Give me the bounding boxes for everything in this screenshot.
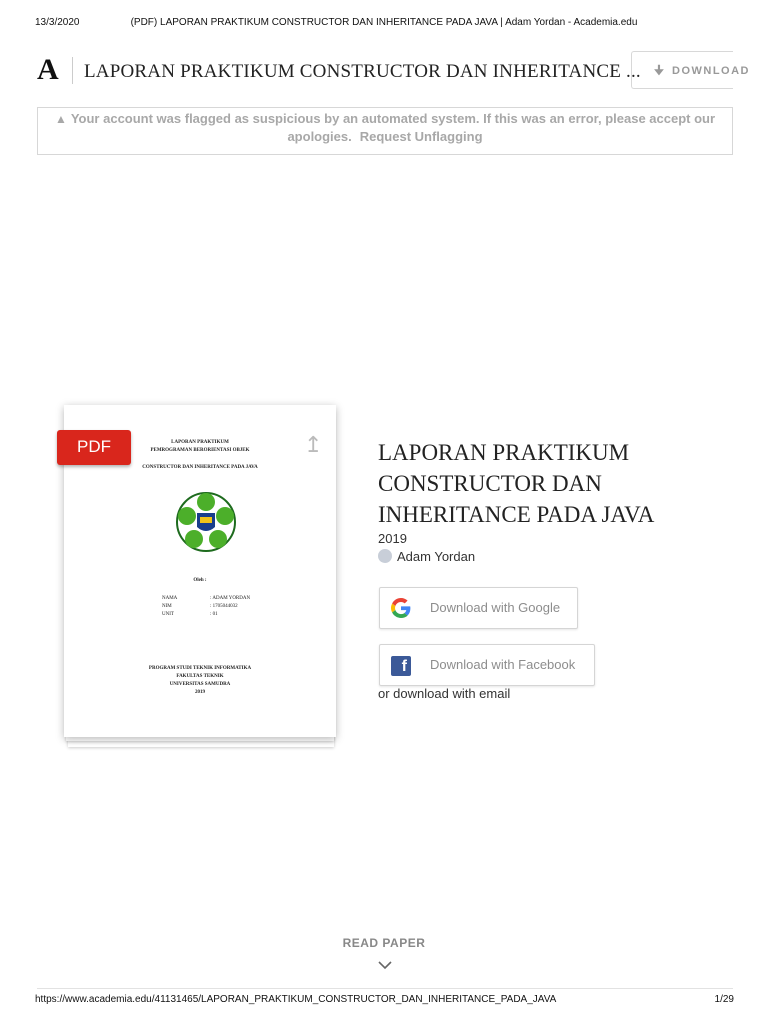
footer-divider xyxy=(37,988,733,989)
download-with-email-link[interactable]: or download with email xyxy=(378,686,511,701)
author-name: Adam Yordan xyxy=(397,549,476,564)
print-date: 13/3/2020 xyxy=(35,17,80,28)
academia-logo[interactable]: A xyxy=(37,53,59,86)
cover-nama-value: : ADAM YORDAN xyxy=(210,596,251,601)
facebook-icon: f xyxy=(391,656,411,676)
university-emblem xyxy=(175,491,237,553)
header-download-label: DOWNLOAD xyxy=(672,65,750,77)
avatar xyxy=(378,549,392,563)
cover-nim-value: : 1705044032 xyxy=(210,604,238,609)
cover-nim-label: NIM xyxy=(162,604,172,609)
cover-oleh: Oleh : xyxy=(193,578,207,583)
read-paper-link[interactable]: READ PAPER xyxy=(342,936,426,950)
cover-line-1: LAPORAN PRAKTIKUM xyxy=(171,440,229,445)
acrobat-icon: ↥ xyxy=(304,432,323,457)
print-page-number: 1/29 xyxy=(714,994,734,1005)
download-with-facebook-button[interactable] xyxy=(379,644,595,686)
chevron-down-icon[interactable] xyxy=(378,958,392,972)
paper-author[interactable] xyxy=(378,549,475,564)
download-with-google-button[interactable] xyxy=(379,587,578,629)
facebook-button-label: Download with Facebook xyxy=(430,657,576,672)
google-icon xyxy=(391,598,411,618)
print-url: https://www.academia.edu/41131465/LAPORAN_PRAKTIKUM_CONSTRUCTOR_DAN_INHERITANCE_PADA_JAVA xyxy=(35,994,557,1005)
cover-footer-2: FAKULTAS TEKNIK xyxy=(176,674,224,679)
request-unflagging-link[interactable]: Request Unflagging xyxy=(359,129,483,144)
warning-icon: ▲ xyxy=(54,112,67,126)
cover-nama-label: NAMA xyxy=(162,596,178,601)
cover-footer-3: UNIVERSITAS SAMUDRA xyxy=(169,682,231,687)
paper-year: 2019 xyxy=(378,531,407,546)
flag-message: Your account was flagged as suspicious by an automated system. If this was an error, please accept our apologies. xyxy=(70,111,716,144)
print-header-title: (PDF) LAPORAN PRAKTIKUM CONSTRUCTOR DAN INHERITANCE PADA JAVA | Adam Yordan - Academia.edu xyxy=(130,17,638,28)
pdf-badge: PDF xyxy=(57,430,131,465)
cover-line-2: PEMROGRAMAN BERORIENTASI OBJEK xyxy=(150,448,250,453)
cover-line-3: CONSTRUCTOR DAN INHERITANCE PADA JAVA xyxy=(142,465,258,470)
header-doc-title: LAPORAN PRAKTIKUM CONSTRUCTOR DAN INHERITANCE ... xyxy=(84,61,641,82)
download-arrow-icon: 🠋 xyxy=(654,63,666,77)
account-flag-notice xyxy=(37,107,733,155)
header-divider xyxy=(72,57,73,84)
cover-footer-1: PROGRAM STUDI TEKNIK INFORMATIKA xyxy=(148,666,252,671)
cover-footer-4: 2019 xyxy=(195,690,205,695)
paper-title: LAPORAN PRAKTIKUM CONSTRUCTOR DAN INHERITANCE PADA JAVA xyxy=(378,440,655,527)
cover-unit-label: UNIT xyxy=(162,612,174,617)
cover-unit-value: : 01 xyxy=(210,612,218,617)
cover-student-info xyxy=(162,596,250,620)
top-header xyxy=(37,35,750,107)
google-button-label: Download with Google xyxy=(430,600,561,615)
header-download-button[interactable] xyxy=(631,51,750,89)
